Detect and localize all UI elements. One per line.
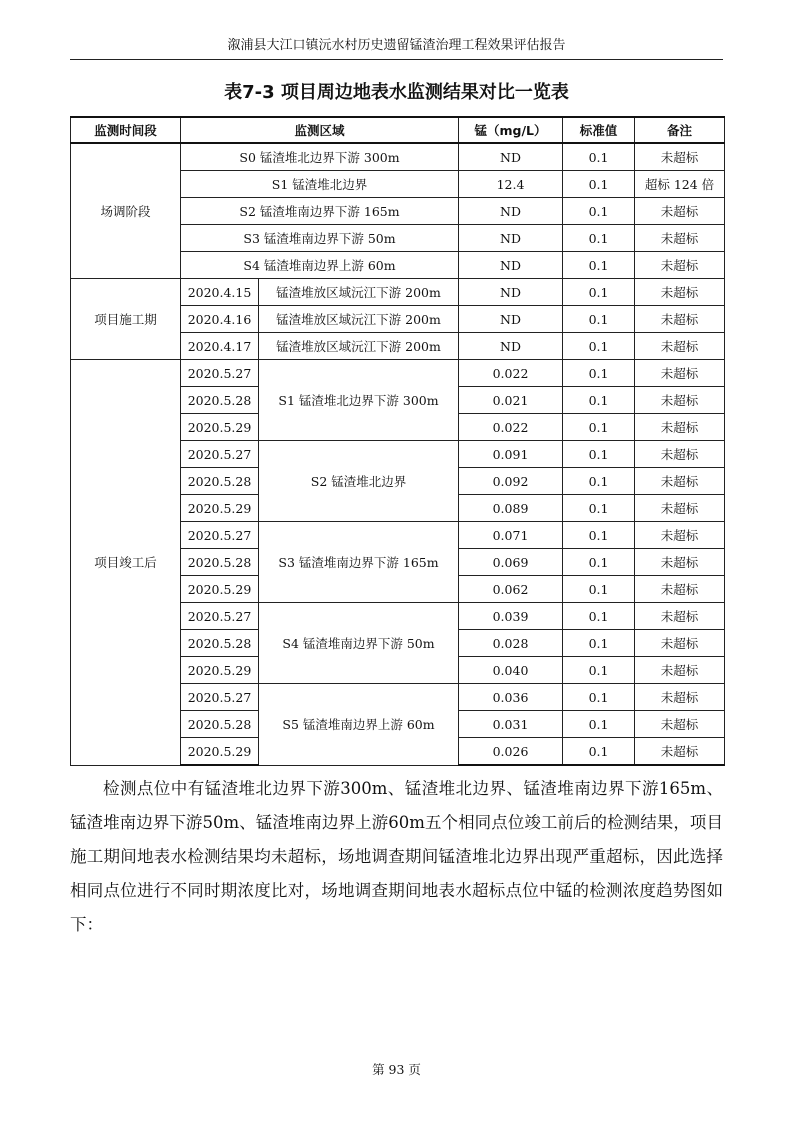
area-cell: S3 锰渣堆南边界下游 165m [259, 522, 459, 603]
table-row [71, 143, 725, 171]
monitoring-table [70, 116, 725, 766]
date-cell: 2020.5.28 [181, 549, 259, 576]
std-cell: 0.1 [563, 630, 635, 657]
area-cell: S1 锰渣堆北边界下游 300m [259, 360, 459, 441]
period-cell: 项目竣工后 [71, 360, 181, 766]
note-cell: 未超标 [635, 387, 725, 414]
note-cell: 未超标 [635, 684, 725, 711]
note-cell: 未超标 [635, 198, 725, 225]
date-cell: 2020.5.28 [181, 387, 259, 414]
note-cell: 未超标 [635, 441, 725, 468]
area-cell: S0 锰渣堆北边界下游 300m [181, 143, 459, 171]
col-area: 监测区域 [181, 117, 459, 143]
period-cell: 场调阶段 [71, 143, 181, 279]
std-cell: 0.1 [563, 441, 635, 468]
mn-value-cell: ND [459, 306, 563, 333]
std-cell: 0.1 [563, 711, 635, 738]
col-note: 备注 [635, 117, 725, 143]
date-cell: 2020.5.29 [181, 738, 259, 766]
std-cell: 0.1 [563, 549, 635, 576]
mn-value-cell: 0.040 [459, 657, 563, 684]
std-cell: 0.1 [563, 522, 635, 549]
mn-value-cell: 0.026 [459, 738, 563, 766]
date-cell: 2020.5.27 [181, 684, 259, 711]
date-cell: 2020.5.28 [181, 711, 259, 738]
std-cell: 0.1 [563, 468, 635, 495]
table-row [71, 360, 725, 387]
area-cell: S1 锰渣堆北边界 [181, 171, 459, 198]
mn-value-cell: 0.092 [459, 468, 563, 495]
mn-value-cell: ND [459, 333, 563, 360]
note-cell: 未超标 [635, 468, 725, 495]
note-cell: 未超标 [635, 522, 725, 549]
page-number: 第 93 页 [372, 1062, 421, 1077]
mn-value-cell: 0.071 [459, 522, 563, 549]
note-cell: 未超标 [635, 738, 725, 766]
note-cell: 未超标 [635, 252, 725, 279]
table-header-row [71, 117, 725, 143]
mn-value-cell: 0.022 [459, 360, 563, 387]
std-cell: 0.1 [563, 333, 635, 360]
std-cell: 0.1 [563, 576, 635, 603]
area-cell: S3 锰渣堆南边界下游 50m [181, 225, 459, 252]
note-cell: 未超标 [635, 333, 725, 360]
date-cell: 2020.5.29 [181, 657, 259, 684]
note-cell: 超标 124 倍 [635, 171, 725, 198]
area-cell: S4 锰渣堆南边界上游 60m [181, 252, 459, 279]
date-cell: 2020.5.29 [181, 495, 259, 522]
std-cell: 0.1 [563, 306, 635, 333]
date-cell: 2020.4.17 [181, 333, 259, 360]
table-row [71, 279, 725, 306]
note-cell: 未超标 [635, 360, 725, 387]
mn-value-cell: 0.089 [459, 495, 563, 522]
std-cell: 0.1 [563, 738, 635, 766]
date-cell: 2020.5.28 [181, 630, 259, 657]
note-cell: 未超标 [635, 225, 725, 252]
area-cell: S2 锰渣堆南边界下游 165m [181, 198, 459, 225]
mn-value-cell: 0.021 [459, 387, 563, 414]
note-cell: 未超标 [635, 603, 725, 630]
mn-value-cell: 0.039 [459, 603, 563, 630]
table-title: 表7-3 项目周边地表水监测结果对比一览表 [224, 82, 569, 103]
area-cell: S4 锰渣堆南边界下游 50m [259, 603, 459, 684]
date-cell: 2020.4.16 [181, 306, 259, 333]
date-cell: 2020.5.27 [181, 522, 259, 549]
mn-value-cell: 0.022 [459, 414, 563, 441]
note-cell: 未超标 [635, 630, 725, 657]
mn-value-cell: ND [459, 198, 563, 225]
std-cell: 0.1 [563, 603, 635, 630]
std-cell: 0.1 [563, 684, 635, 711]
date-cell: 2020.5.28 [181, 468, 259, 495]
area-cell: 锰渣堆放区域沅江下游 200m [259, 333, 459, 360]
mn-value-cell: ND [459, 143, 563, 171]
date-cell: 2020.5.27 [181, 441, 259, 468]
mn-value-cell: 0.091 [459, 441, 563, 468]
std-cell: 0.1 [563, 143, 635, 171]
note-cell: 未超标 [635, 279, 725, 306]
mn-value-cell: 0.036 [459, 684, 563, 711]
date-cell: 2020.5.27 [181, 603, 259, 630]
std-cell: 0.1 [563, 171, 635, 198]
std-cell: 0.1 [563, 360, 635, 387]
col-period: 监测时间段 [71, 117, 181, 143]
std-cell: 0.1 [563, 198, 635, 225]
std-cell: 0.1 [563, 387, 635, 414]
body-paragraph: 检测点位中有锰渣堆北边界下游300m、锰渣堆北边界、锰渣堆南边界下游165m、锰渣堆南边界下游50m、锰渣堆南边界上游60m五个相同点位竣工前后的检测结果，项目施工期间地表水检测结果均未超标，场地调查期间锰渣堆北边界出现严重超标，因此选择相同点位进行不同时期浓度比对，场地调查期间地表水超标点位中锰的检测浓度趋势图如下： [70, 779, 723, 934]
period-cell: 项目施工期 [71, 279, 181, 360]
note-cell: 未超标 [635, 306, 725, 333]
col-std: 标准值 [563, 117, 635, 143]
note-cell: 未超标 [635, 576, 725, 603]
std-cell: 0.1 [563, 252, 635, 279]
area-cell: 锰渣堆放区域沅江下游 200m [259, 306, 459, 333]
std-cell: 0.1 [563, 414, 635, 441]
note-cell: 未超标 [635, 143, 725, 171]
date-cell: 2020.5.29 [181, 576, 259, 603]
mn-value-cell: ND [459, 252, 563, 279]
mn-value-cell: ND [459, 225, 563, 252]
std-cell: 0.1 [563, 279, 635, 306]
date-cell: 2020.5.27 [181, 360, 259, 387]
mn-value-cell: 0.069 [459, 549, 563, 576]
std-cell: 0.1 [563, 495, 635, 522]
std-cell: 0.1 [563, 225, 635, 252]
mn-value-cell: 0.028 [459, 630, 563, 657]
date-cell: 2020.5.29 [181, 414, 259, 441]
note-cell: 未超标 [635, 414, 725, 441]
running-header: 溆浦县大江口镇沅水村历史遗留锰渣治理工程效果评估报告 [70, 34, 723, 60]
col-mn: 锰（mg/L） [459, 117, 563, 143]
area-cell: S5 锰渣堆南边界上游 60m [259, 684, 459, 766]
std-cell: 0.1 [563, 657, 635, 684]
note-cell: 未超标 [635, 495, 725, 522]
area-cell: 锰渣堆放区域沅江下游 200m [259, 279, 459, 306]
mn-value-cell: 12.4 [459, 171, 563, 198]
mn-value-cell: ND [459, 279, 563, 306]
mn-value-cell: 0.031 [459, 711, 563, 738]
note-cell: 未超标 [635, 549, 725, 576]
area-cell: S2 锰渣堆北边界 [259, 441, 459, 522]
note-cell: 未超标 [635, 657, 725, 684]
note-cell: 未超标 [635, 711, 725, 738]
mn-value-cell: 0.062 [459, 576, 563, 603]
date-cell: 2020.4.15 [181, 279, 259, 306]
